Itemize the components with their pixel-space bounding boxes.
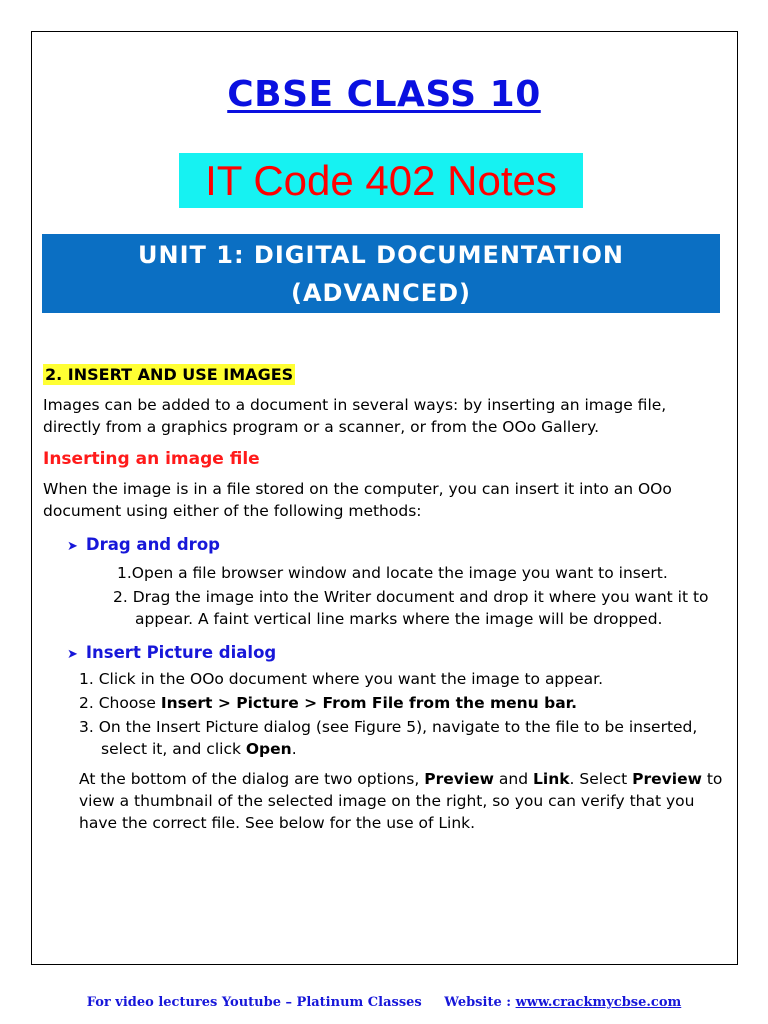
step3-end: . xyxy=(291,740,297,758)
insert-picture-label: Insert Picture dialog xyxy=(85,643,277,662)
website-label: Website : xyxy=(444,995,516,1010)
section-heading: 2. INSERT AND USE IMAGES xyxy=(45,365,294,384)
dialog-options-paragraph xyxy=(43,768,723,834)
unit-banner xyxy=(42,234,720,313)
drag-drop-label: Drag and drop xyxy=(85,535,220,554)
insert-picture-heading xyxy=(43,642,723,666)
link-bold: Link xyxy=(533,770,570,788)
cbse-class-title: CBSE CLASS 10 xyxy=(227,74,541,115)
it-code-notes-title: IT Code 402 Notes xyxy=(179,153,583,208)
step2-bold: Insert > Picture > From File from the menu bar. xyxy=(160,694,577,712)
step3-text: 3. On the Insert Picture dialog (see Figure 5), navigate to the file to be inserted, select it, and click xyxy=(79,718,698,758)
sub-intro: When the image is in a file stored on the computer, you can insert it into an OOo document using either of the following methods: xyxy=(43,480,672,520)
footer-text: For video lectures Youtube – Platinum Classes xyxy=(86,995,422,1010)
preview-bold: Preview xyxy=(424,770,494,788)
bottom-text-a: At the bottom of the dialog are two options, xyxy=(79,770,425,788)
drag-drop-step-2: 2. Drag the image into the Writer document and drop it where you want it to appear. A faint vertical line marks where the image will be dropped. xyxy=(113,588,709,628)
bottom-text-c: to view a thumbnail of the selected image on the right, so you can verify that you have the correct file. See below for the use of Link. xyxy=(79,770,723,832)
insert-picture-step-2 xyxy=(43,692,723,714)
insert-picture-step-1: 1. Click in the OOo document where you want the image to appear. xyxy=(79,670,604,688)
step2-text: 2. Choose xyxy=(79,694,161,712)
unit-banner-line1: UNIT 1: DIGITAL DOCUMENTATION xyxy=(138,241,624,269)
footer xyxy=(0,995,768,1010)
website-link[interactable]: www.crackmycbse.com xyxy=(515,995,682,1010)
main-content xyxy=(43,364,723,850)
unit-banner-line2: (ADVANCED) xyxy=(291,279,471,307)
bottom-text-b: . Select xyxy=(569,770,633,788)
arrow-bullet-icon: ➤ xyxy=(67,539,78,554)
section-intro: Images can be added to a document in several ways: by inserting an image file, directly from a graphics program or a scanner, or from the OOo Gallery. xyxy=(43,396,667,436)
drag-drop-heading xyxy=(43,534,723,558)
drag-drop-step-1: 1.Open a file browser window and locate the image you want to insert. xyxy=(117,564,668,582)
preview-bold-2: Preview xyxy=(632,770,702,788)
bottom-and: and xyxy=(493,770,533,788)
arrow-bullet-icon: ➤ xyxy=(67,647,78,662)
insert-picture-step-3 xyxy=(43,716,723,760)
sub-heading: Inserting an image file xyxy=(43,449,260,469)
step3-bold: Open xyxy=(245,740,292,758)
